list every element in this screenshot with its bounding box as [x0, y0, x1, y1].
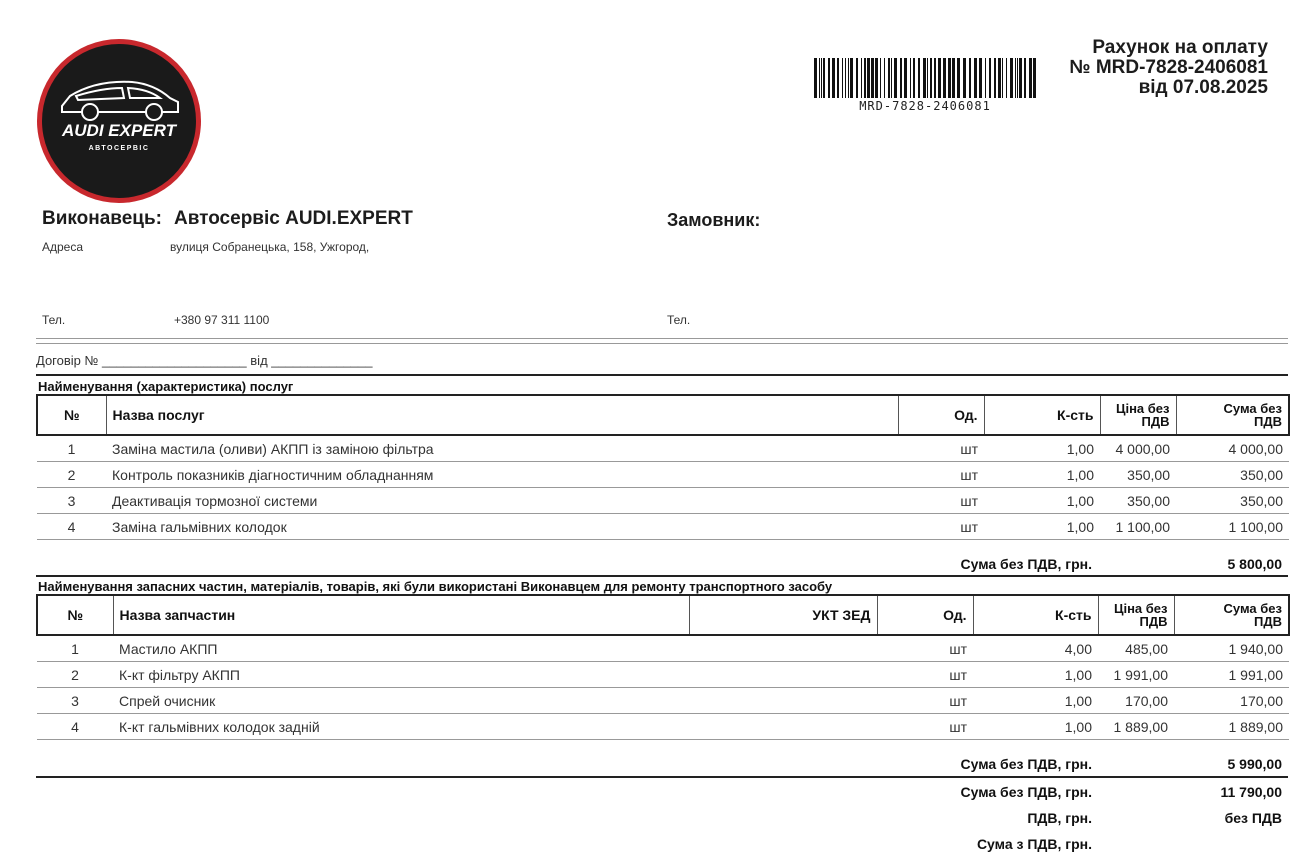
table-row	[37, 435, 1289, 462]
col-price-header-line1: Ціна без	[1113, 601, 1168, 616]
row-qty: 1,00	[984, 514, 1100, 540]
invoice-title: Рахунок на оплату	[1092, 37, 1268, 58]
executor-phone: +380 97 311 1100	[174, 313, 270, 327]
row-name: Заміна мастила (оливи) АКПП із заміною фільтра	[106, 435, 898, 462]
col-sum-header	[1176, 395, 1289, 435]
table-row	[37, 635, 1289, 662]
row-name: Заміна гальмівних колодок	[106, 514, 898, 540]
divider	[36, 776, 1288, 778]
col-qty-header: К-сть	[973, 595, 1098, 635]
col-num-header: №	[37, 595, 113, 635]
row-unit: шт	[877, 688, 973, 714]
row-unit: шт	[898, 435, 984, 462]
divider	[36, 575, 1288, 577]
divider	[36, 374, 1288, 376]
logo-brand: AUDI EXPERT	[62, 121, 176, 140]
row-qty: 1,00	[984, 435, 1100, 462]
row-price: 170,00	[1098, 688, 1174, 714]
parts-title: Найменування запасних частин, матеріалів, товарів, які були використані Виконавцем для ремонту транспортного засобу	[38, 579, 833, 594]
row-name: К-кт гальмівних колодок задній	[113, 714, 689, 740]
row-unit: шт	[877, 635, 973, 662]
col-price-header-line2: ПДВ	[1139, 614, 1168, 629]
col-unit-header: Од.	[877, 595, 973, 635]
row-name: Контроль показників діагностичним обладнанням	[106, 462, 898, 488]
divider	[36, 338, 1288, 339]
col-name-header: Назва послуг	[106, 395, 898, 435]
parts-table	[36, 594, 1290, 740]
col-num-header: №	[37, 395, 106, 435]
row-code	[689, 635, 877, 662]
row-name: К-кт фільтру АКПП	[113, 662, 689, 688]
row-unit: шт	[877, 662, 973, 688]
row-num: 2	[37, 662, 113, 688]
table-row	[37, 462, 1289, 488]
address-label: Адреса	[42, 240, 84, 254]
parts-total-label: Сума без ПДВ, грн.	[960, 756, 1092, 772]
row-unit: шт	[877, 714, 973, 740]
col-sum-header	[1174, 595, 1289, 635]
divider	[36, 343, 1288, 344]
col-price-header-line1: Ціна без	[1115, 401, 1170, 416]
executor-phone-label: Тел.	[42, 313, 66, 327]
table-header-row	[37, 595, 1289, 635]
executor-label: Виконавець:	[42, 208, 162, 229]
row-qty: 1,00	[984, 462, 1100, 488]
row-qty: 4,00	[973, 635, 1098, 662]
row-sum: 350,00	[1176, 462, 1289, 488]
row-price: 1 991,00	[1098, 662, 1174, 688]
table-row	[37, 688, 1289, 714]
barcode	[814, 58, 1036, 98]
row-qty: 1,00	[973, 688, 1098, 714]
services-total-label: Сума без ПДВ, грн.	[960, 556, 1092, 572]
col-sum-header-line1: Сума без	[1223, 401, 1282, 416]
row-num: 4	[37, 514, 106, 540]
row-qty: 1,00	[984, 488, 1100, 514]
row-name: Спрей очисник	[113, 688, 689, 714]
vat-value: без ПДВ	[1224, 810, 1282, 826]
row-price: 485,00	[1098, 635, 1174, 662]
col-name-header: Назва запчастин	[113, 595, 689, 635]
executor-name: Автосервіс AUDI.EXPERT	[174, 208, 413, 229]
barcode-text: MRD-7828-2406081	[859, 99, 991, 113]
parts-total-value: 5 990,00	[1227, 756, 1282, 772]
row-sum: 1 940,00	[1174, 635, 1289, 662]
col-sum-header-line2: ПДВ	[1254, 614, 1282, 629]
row-sum: 1 889,00	[1174, 714, 1289, 740]
row-code	[689, 662, 877, 688]
row-sum: 1 991,00	[1174, 662, 1289, 688]
table-header-row	[37, 395, 1289, 435]
row-num: 1	[37, 435, 106, 462]
table-row	[37, 662, 1289, 688]
row-qty: 1,00	[973, 714, 1098, 740]
row-num: 4	[37, 714, 113, 740]
row-price: 1 889,00	[1098, 714, 1174, 740]
services-title: Найменування (характеристика) послуг	[38, 379, 294, 394]
row-unit: шт	[898, 514, 984, 540]
table-row	[37, 514, 1289, 540]
row-price: 350,00	[1100, 488, 1176, 514]
row-num: 2	[37, 462, 106, 488]
row-num: 3	[37, 688, 113, 714]
col-price-header-line2: ПДВ	[1141, 414, 1170, 429]
row-code	[689, 714, 877, 740]
col-code-header: УКТ ЗЕД	[689, 595, 877, 635]
company-logo	[36, 38, 202, 204]
row-price: 4 000,00	[1100, 435, 1176, 462]
row-sum: 350,00	[1176, 488, 1289, 514]
services-total-value: 5 800,00	[1227, 556, 1282, 572]
logo-subtitle: АВТОСЕРВІС	[88, 145, 150, 152]
row-unit: шт	[898, 488, 984, 514]
row-num: 3	[37, 488, 106, 514]
invoice-number: № MRD-7828-2406081	[1069, 57, 1268, 78]
row-name: Деактивація тормозної системи	[106, 488, 898, 514]
row-code	[689, 688, 877, 714]
col-unit-header: Од.	[898, 395, 984, 435]
row-price: 350,00	[1100, 462, 1176, 488]
row-price: 1 100,00	[1100, 514, 1176, 540]
row-sum: 1 100,00	[1176, 514, 1289, 540]
services-table	[36, 394, 1290, 540]
customer-phone-label: Тел.	[667, 313, 691, 327]
customer-label: Замовник:	[667, 210, 761, 230]
row-name: Мастило АКПП	[113, 635, 689, 662]
table-row	[37, 714, 1289, 740]
contract-line: Договір № ____________________ від ______________	[36, 353, 373, 368]
col-qty-header: К-сть	[984, 395, 1100, 435]
row-qty: 1,00	[973, 662, 1098, 688]
gross-total-label: Сума з ПДВ, грн.	[976, 836, 1092, 852]
invoice-date: від 07.08.2025	[1138, 77, 1268, 98]
address-value: вулиця Собранецька, 158, Ужгород,	[170, 240, 370, 254]
col-price-header	[1098, 595, 1174, 635]
col-price-header	[1100, 395, 1176, 435]
row-num: 1	[37, 635, 113, 662]
col-sum-header-line1: Сума без	[1223, 601, 1282, 616]
row-sum: 170,00	[1174, 688, 1289, 714]
row-sum: 4 000,00	[1176, 435, 1289, 462]
net-total-value: 11 790,00	[1220, 784, 1282, 800]
row-unit: шт	[898, 462, 984, 488]
vat-label: ПДВ, грн.	[1027, 810, 1092, 826]
table-row	[37, 488, 1289, 514]
col-sum-header-line2: ПДВ	[1254, 414, 1282, 429]
net-total-label: Сума без ПДВ, грн.	[960, 784, 1092, 800]
